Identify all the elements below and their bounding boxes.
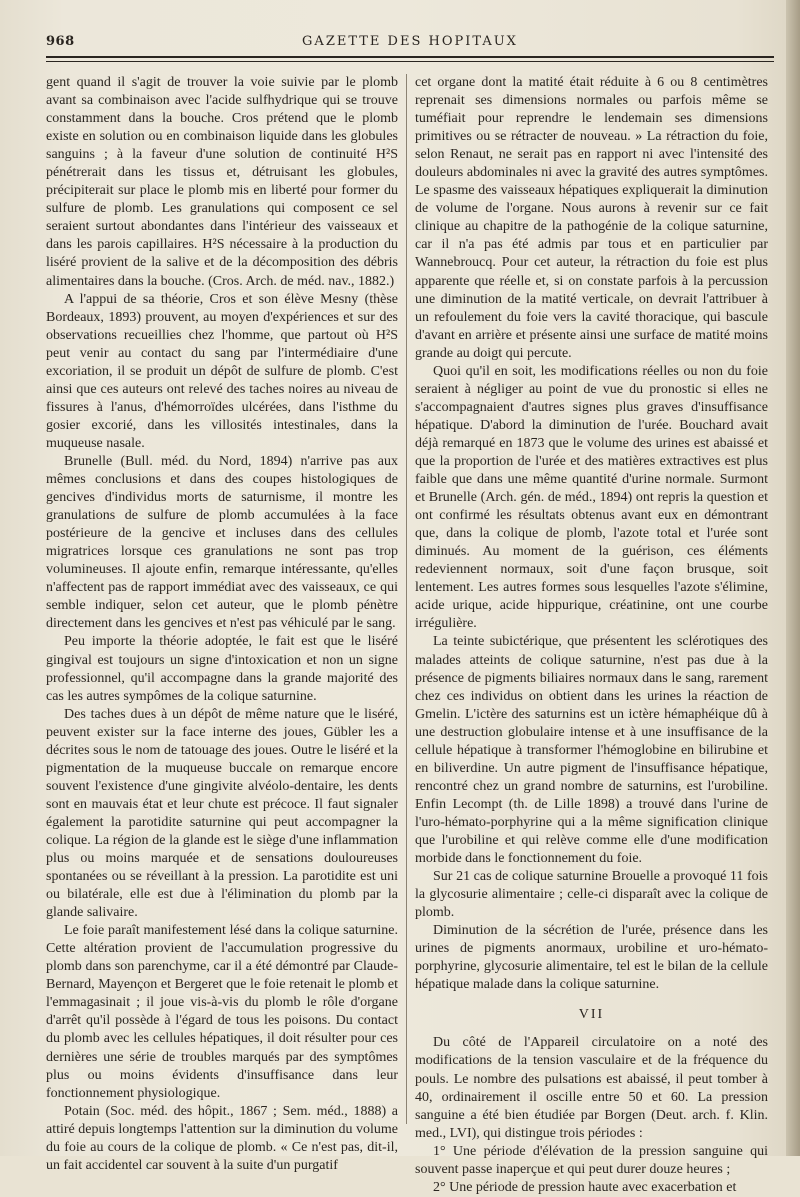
section-heading: VII <box>578 1007 605 1023</box>
page-number: 968 <box>46 34 75 49</box>
paragraph: Brunelle (Bull. méd. du Nord, 1894) n'arrive pas aux mêmes conclusions et dans des coupes histologiques de gencives d'individus morts de saturnisme, il montre les granulations de sulfure de plomb accumulées à la face postérieure de la gencive et incluses dans des cellules migratrices lorsque ces granulations ne sont pas trop volumineuses. Il ajoute enfin, remarque intéressante, qu'elles n'affectent pas de rapport immédiat avec des vaisseaux, ce qui semble indiquer, selon cet auteur, que le plomb pénètre directement dans les gencives et n'est pas véhiculé par le sang. <box>46 453 398 632</box>
paragraph: 2° Une période de pression haute avec exacerbation et <box>433 1179 737 1195</box>
paragraph: Sur 21 cas de colique saturnine Brouelle a provoqué 11 fois la glycosurie alimentaire ; celle-ci disparaît avec la colique de plomb. <box>415 869 768 921</box>
left-column <box>46 74 398 1173</box>
header-rule-thin <box>46 61 774 62</box>
paragraph: La teinte subictérique, que présentent les sclérotiques des malades atteints de colique saturnine, n'est pas due à la présence de pigments biliaires normaux dans le sang, rarement chez ces individus on obtient dans les urines la réaction de Gmelin. L'ictère des saturnins est un ictère hémaphéique dû à une destruction globulaire intense et à une insuffisance de la cellule hépatique à transformer l'hémoglobine en bilirubine et en biliverdine. Un autre pigment de l'insuffisance hépatique, rencontré chez un grand nombre de saturnins, est l'urobiline. Enfin Lecompt (th. de Lille 1898) a trouvé dans l'urine de l'uro-hémato-porphyrine qui a la même signification clinique que l'urobiline et qui relève comme elle d'une modification morbide dans le fonctionnement du foie. <box>415 634 768 867</box>
paragraph: Potain (Soc. méd. des hôpit., 1867 ; Sem. méd., 1888) a attiré depuis longtemps l'attention sur la diminution du volume du foie au cours de la colique de plomb. « Ce n'est pas, dit-il, un fait accidentel car souvent à la suite d'un purgatif <box>46 1103 398 1173</box>
running-title: GAZETTE DES HOPITAUX <box>302 34 518 49</box>
page-header <box>46 28 774 68</box>
paragraph: cet organe dont la matité était réduite à 6 ou 8 centimètres reprenait ses dimensions normales ou parfois même se tuméfiait pour reprendre le lendemain ses dimensions primitives ou se rétracter de nouveau. » La rétraction du foie, selon Renaut, ne serait pas en rapport ni avec l'intensité des douleurs abdominales ni avec la gravité des autres symptômes. Le spasme des vaisseaux hépatiques expliquerait la diminution de volume de l'organe. Nous aurons à revenir sur ce fait clinique au chapitre de la pathogénie de la colique saturnine, car il n'a pas été admis par tous et en particulier par Wannebroucq. Pour cet auteur, la rétraction du foie est plus apparente que réelle et, si on constate parfois à la percussion une diminution de la matité verticale, on devrait l'attribuer à un refoulement du foie vers la cavité thoracique, qui bascule d'avant en arrière et présente ainsi une surface de matité moins grande au doigt qui percute. <box>415 75 768 361</box>
header-rule-thick <box>46 56 774 58</box>
paragraph: Quoi qu'il en soit, les modifications réelles ou non du foie seraient à négliger au point de vue du pronostic si elles ne s'accompagnaient d'autres signes plus graves d'insuffisance hépatique. D'abord la diminution de l'urée. Bouchard avait déjà remarqué en 1873 que le volume des urines est abaissé et que la proportion de l'urée et des matières extractives est plus faible que dans une même quantité d'urine normale. Surmont et Brunelle (Arch. gén. de méd., 1894) ont repris la question et ont confirmé les résultats obtenus avant eux en démontrant que, dans la colique de plomb, l'azote total et l'urée sont diminués. Au moment de la guérison, ces éléments redeviennent normaux, soit d'une façon brusque, soit lentement. Les autres formes sous lesquelles l'azote s'élimine, acide urique, acide hippurique, créatinine, ont une courbe irrégulière. <box>415 363 768 632</box>
right-column <box>415 74 768 1195</box>
column-divider <box>406 74 407 1124</box>
paragraph: Le foie paraît manifestement lésé dans la colique saturnine. Cette altération provient de l'accumulation progressive du plomb dans son parenchyme, car il a été démontré par Claude-Bernard, Mayençon et Bergeret que le foie retenait le plomb et l'emmagasinait ; il joue vis-à-vis du plomb le rôle d'organe d'arrêt qu'il possède à l'égard de tous les poisons. Du contact du plomb avec les cellules hépatiques, il doit résulter pour ces dernières une série de troubles marqués par des symptômes plus ou moins évidents d'insuffisance dans leur fonctionnement physiologique. <box>46 923 398 1101</box>
paragraph: Diminution de la sécrétion de l'urée, présence dans les urines de pigments anormaux, urobiline et uro-hémato-porphyrine, glycosurie alimentaire, tel est le bilan de la cellule hépatique malade dans la colique saturnine. <box>415 923 768 993</box>
paragraph: A l'appui de sa théorie, Cros et son élève Mesny (thèse Bordeaux, 1893) prouvent, au moyen d'expériences et sur des observations recueillies chez l'homme, que partout où H²S peut venir au contact du sang par l'intermédiaire d'une excoriation, il se produit un dépôt de sulfure de plomb. C'est ainsi que ces auteurs ont relevé des taches noires au niveau de fissures à l'anus, d'hémorroïdes ulcérées, dans l'isthme du gosier excorié, dans les villosités intestinales, dans la muqueuse nasale. <box>46 291 398 451</box>
paragraph: Du côté de l'Appareil circulatoire on a noté des modifications de la tension vasculaire et de la fréquence du pouls. Le nombre des pulsations est abaissé, il peut tomber à 40, ordinairement il oscille entre 50 et 60. La pression sanguine a été bien étudiée par Borgen (Deut. arch. f. Klin. med., LVI), qui distingue trois périodes : <box>415 1035 768 1141</box>
page-binding-edge <box>786 0 800 1156</box>
paragraph: 1° Une période d'élévation de la pression sanguine qui souvent passe inaperçue et qui peut durer douze heures ; <box>415 1143 768 1177</box>
paragraph: Peu importe la théorie adoptée, le fait est que le liséré gingival est toujours un signe d'intoxication et non un signe professionnel, qu'il accompagne dans la grande majorité des cas les autres sympômes de la colique saturnine. <box>46 634 398 704</box>
paragraph: gent quand il s'agit de trouver la voie suivie par le plomb avant sa combinaison avec l'acide sulfhydrique qui se trouve constamment dans la bouche. Cros prétend que le plomb existe en solution ou en combinaison liquide dans les globules sanguins ; à la faveur d'une solution de continuité H²S pénétrerait dans les tissus et, détruisant les globules, précipiterait sur place le plomb mis en liberté pour former du sulfure de plomb. Les granulations qui composent ce sel seraient surtout abondantes dans l'intérieur des vaisseaux et dans les parois capillaires. H²S nécessaire à la production du liséré provient de la salive et de la décomposition des débris alimentaires dans la bouche. (Cros. Arch. de méd. nav., 1882.) <box>46 75 398 289</box>
paragraph: Des taches dues à un dépôt de même nature que le liséré, peuvent exister sur la face interne des joues, Gübler les a décrites sous le nom de tatouage des joues. Outre le liséré et la pigmentation de la muqueuse buccale on remarque encore souvent l'existence d'une gingivite alvéolo-dentaire, les dents sont en mauvais état et leur chute est précoce. Il faut signaler également la parotidite saturnine qui peut accompagner la colique. La région de la glande est le siège d'une inflammation plus ou moins marquée et de sensations douloureuses spontanées ou se réveillant à la pression. La parotidite est uni ou bilatérale, elle est due à l'élimination du plomb par la glande salivaire. <box>46 706 398 921</box>
